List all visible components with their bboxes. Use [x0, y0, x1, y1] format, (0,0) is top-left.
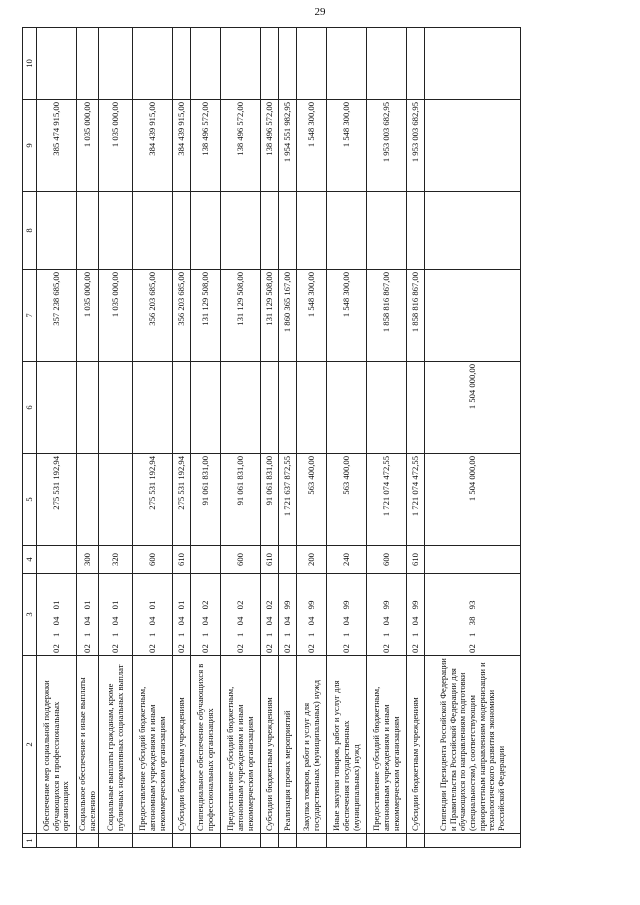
amount-col8 — [327, 192, 367, 270]
amount-col5 — [77, 454, 99, 546]
row-number-cell — [133, 834, 173, 848]
header-cell: 9 — [23, 100, 37, 192]
budget-code: 02 1 04 99 — [407, 574, 425, 656]
amount-col7: 1 035 000,00 — [99, 270, 133, 362]
expense-type-code: 610 — [173, 546, 191, 574]
header-cell: 3 — [23, 574, 37, 656]
amount-col5: 1 721 074 472,55 — [367, 454, 407, 546]
row-number-cell — [279, 834, 297, 848]
item-name: Стипендиальное обеспечение обучающихся в профессиональных организациях — [191, 656, 221, 834]
budget-code: 02 1 04 01 — [77, 574, 99, 656]
amount-col7: 357 238 685,00 — [37, 270, 77, 362]
amount-col9: 138 496 572,00 — [261, 100, 279, 192]
amount-col6 — [367, 362, 407, 454]
amount-col10 — [367, 28, 407, 100]
amount-col5: 275 531 192,94 — [173, 454, 191, 546]
amount-col10 — [279, 28, 297, 100]
amount-col8 — [221, 192, 261, 270]
expense-type-code: 600 — [221, 546, 261, 574]
item-name: Закупка товаров, работ и услуг для государственных (муниципальных) нужд — [297, 656, 327, 834]
amount-col8 — [37, 192, 77, 270]
amount-col7: 131 129 508,00 — [191, 270, 221, 362]
amount-col9: 1 035 000,00 — [99, 100, 133, 192]
header-cell: 7 — [23, 270, 37, 362]
expense-type-code — [191, 546, 221, 574]
item-name: Субсидии бюджетным учреждениям — [261, 656, 279, 834]
amount-col5: 1 504 000,00 — [425, 454, 521, 546]
amount-col7: 356 203 685,00 — [173, 270, 191, 362]
item-name: Иные закупки товаров, работ и услуг для обеспечения государственных (муниципальных) нужд — [327, 656, 367, 834]
table-header-row — [23, 28, 37, 848]
amount-col7: 1 858 816 867,00 — [367, 270, 407, 362]
amount-col9: 384 439 915,00 — [173, 100, 191, 192]
amount-col8 — [279, 192, 297, 270]
amount-col9: 1 953 003 682,95 — [367, 100, 407, 192]
item-name: Предоставление субсидий бюджетным, автономным учреждениям и иным некоммерческим организациям — [133, 656, 173, 834]
amount-col7: 1 035 000,00 — [77, 270, 99, 362]
amount-col6 — [191, 362, 221, 454]
amount-col6 — [297, 362, 327, 454]
amount-col9: 384 439 915,00 — [133, 100, 173, 192]
amount-col6 — [261, 362, 279, 454]
table-row — [133, 28, 173, 848]
amount-col6 — [327, 362, 367, 454]
header-cell: 2 — [23, 656, 37, 834]
amount-col7: 1 548 300,00 — [327, 270, 367, 362]
amount-col9: 1 953 003 682,95 — [407, 100, 425, 192]
amount-col10 — [191, 28, 221, 100]
row-number-cell — [425, 834, 521, 848]
header-cell: 8 — [23, 192, 37, 270]
table-row — [99, 28, 133, 848]
amount-col9: 1 954 551 982,95 — [279, 100, 297, 192]
amount-col6 — [221, 362, 261, 454]
amount-col7: 1 858 816 867,00 — [407, 270, 425, 362]
table-row — [297, 28, 327, 848]
amount-col5: 91 061 831,00 — [191, 454, 221, 546]
table-row — [173, 28, 191, 848]
expense-type-code: 600 — [367, 546, 407, 574]
row-number-cell — [37, 834, 77, 848]
budget-code: 02 1 04 01 — [37, 574, 77, 656]
row-number-cell — [297, 834, 327, 848]
amount-col10 — [425, 28, 521, 100]
amount-col7 — [425, 270, 521, 362]
amount-col5: 275 531 192,94 — [133, 454, 173, 546]
row-number-cell — [261, 834, 279, 848]
budget-code: 02 1 38 93 — [425, 574, 521, 656]
amount-col7: 1 548 300,00 — [297, 270, 327, 362]
amount-col9: 1 548 300,00 — [327, 100, 367, 192]
row-number-cell — [367, 834, 407, 848]
amount-col10 — [221, 28, 261, 100]
item-name: Предоставление субсидий бюджетным, автономным учреждениям и иным некоммерческим организациям — [367, 656, 407, 834]
amount-col6: 1 504 000,00 — [425, 362, 521, 454]
amount-col10 — [261, 28, 279, 100]
amount-col6 — [279, 362, 297, 454]
amount-col10 — [133, 28, 173, 100]
amount-col7: 356 203 685,00 — [133, 270, 173, 362]
budget-code: 02 1 04 99 — [297, 574, 327, 656]
header-cell: 4 — [23, 546, 37, 574]
amount-col9: 385 474 915,00 — [37, 100, 77, 192]
expense-type-code: 610 — [261, 546, 279, 574]
row-number-cell — [221, 834, 261, 848]
amount-col9: 138 496 572,00 — [221, 100, 261, 192]
row-number-cell — [191, 834, 221, 848]
amount-col6 — [77, 362, 99, 454]
header-cell: 6 — [23, 362, 37, 454]
amount-col8 — [77, 192, 99, 270]
amount-col5: 91 061 831,00 — [261, 454, 279, 546]
item-name: Субсидии бюджетным учреждениям — [173, 656, 191, 834]
item-name: Стипендии Президента Российской Федерации и Правительства Российской Федерации для обучающихся по направлениям подготовки (специальностям), соответствующим приоритетным направлениям модернизации и технологического развития экономики Российской Федерации — [425, 656, 521, 834]
table-row — [191, 28, 221, 848]
budget-code: 02 1 04 99 — [279, 574, 297, 656]
amount-col6 — [37, 362, 77, 454]
table-row — [407, 28, 425, 848]
expense-type-code — [425, 546, 521, 574]
amount-col10 — [297, 28, 327, 100]
amount-col10 — [37, 28, 77, 100]
budget-code: 02 1 04 99 — [367, 574, 407, 656]
expense-type-code: 240 — [327, 546, 367, 574]
header-cell: 5 — [23, 454, 37, 546]
amount-col5: 563 400,00 — [327, 454, 367, 546]
amount-col9: 1 548 300,00 — [297, 100, 327, 192]
amount-col8 — [425, 192, 521, 270]
amount-col5 — [99, 454, 133, 546]
amount-col9: 138 496 572,00 — [191, 100, 221, 192]
amount-col6 — [173, 362, 191, 454]
amount-col9: 1 035 000,00 — [77, 100, 99, 192]
amount-col5: 91 061 831,00 — [221, 454, 261, 546]
amount-col7: 131 129 508,00 — [221, 270, 261, 362]
amount-col8 — [261, 192, 279, 270]
budget-code: 02 1 04 02 — [261, 574, 279, 656]
expense-type-code: 610 — [407, 546, 425, 574]
amount-col8 — [407, 192, 425, 270]
amount-col7: 131 129 508,00 — [261, 270, 279, 362]
table-row — [425, 28, 521, 848]
amount-col10 — [77, 28, 99, 100]
budget-code: 02 1 04 02 — [221, 574, 261, 656]
row-number-cell — [407, 834, 425, 848]
row-number-cell — [173, 834, 191, 848]
budget-code: 02 1 04 02 — [191, 574, 221, 656]
budget-code: 02 1 04 01 — [99, 574, 133, 656]
budget-code: 02 1 04 01 — [173, 574, 191, 656]
page-number: 29 — [314, 6, 326, 18]
item-name: Социальное обеспечение и иные выплаты населению — [77, 656, 99, 834]
amount-col9 — [425, 100, 521, 192]
expense-type-code — [37, 546, 77, 574]
amount-col8 — [297, 192, 327, 270]
expense-type-code — [279, 546, 297, 574]
item-name: Субсидии бюджетным учреждениям — [407, 656, 425, 834]
amount-col6 — [99, 362, 133, 454]
amount-col8 — [191, 192, 221, 270]
header-cell: 10 — [23, 28, 37, 100]
table-row — [261, 28, 279, 848]
item-name: Социальные выплаты гражданам, кроме публичных нормативных социальных выплат — [99, 656, 133, 834]
expense-type-code: 600 — [133, 546, 173, 574]
amount-col5: 563 400,00 — [297, 454, 327, 546]
table-row — [367, 28, 407, 848]
amount-col8 — [133, 192, 173, 270]
rotated-page-content — [22, 28, 622, 848]
table-row — [279, 28, 297, 848]
amount-col6 — [133, 362, 173, 454]
expense-type-code: 300 — [77, 546, 99, 574]
table-row — [221, 28, 261, 848]
row-number-cell — [327, 834, 367, 848]
amount-col5: 1 721 074 472,55 — [407, 454, 425, 546]
amount-col10 — [327, 28, 367, 100]
amount-col8 — [367, 192, 407, 270]
table-row — [77, 28, 99, 848]
amount-col8 — [173, 192, 191, 270]
table-row — [37, 28, 77, 848]
item-name: Предоставление субсидий бюджетным, автономным учреждениям и иным некоммерческим организациям — [221, 656, 261, 834]
expense-type-code: 320 — [99, 546, 133, 574]
budget-table — [22, 27, 521, 848]
row-number-cell — [77, 834, 99, 848]
row-number-cell — [99, 834, 133, 848]
header-cell: 1 — [23, 834, 37, 848]
amount-col7: 1 860 365 167,00 — [279, 270, 297, 362]
amount-col6 — [407, 362, 425, 454]
item-name: Реализация прочих мероприятий — [279, 656, 297, 834]
amount-col10 — [407, 28, 425, 100]
expense-type-code: 200 — [297, 546, 327, 574]
budget-code: 02 1 04 01 — [133, 574, 173, 656]
amount-col10 — [99, 28, 133, 100]
budget-code: 02 1 04 99 — [327, 574, 367, 656]
amount-col5: 275 531 192,94 — [37, 454, 77, 546]
amount-col10 — [173, 28, 191, 100]
amount-col8 — [99, 192, 133, 270]
item-name: Обеспечение мер социальной поддержки обучающихся в профессиональных организациях — [37, 656, 77, 834]
amount-col5: 1 721 637 872,55 — [279, 454, 297, 546]
table-row — [327, 28, 367, 848]
